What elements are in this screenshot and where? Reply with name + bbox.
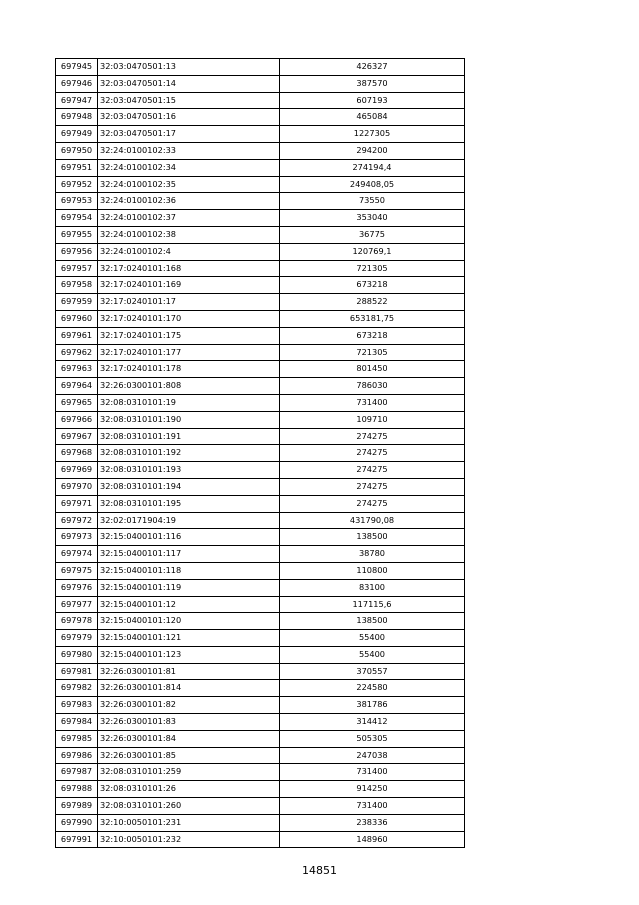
value-cell: 249408,05 (280, 176, 465, 193)
cadastral-number-cell: 32:08:0310101:19 (98, 394, 280, 411)
row-id-cell: 697969 (56, 462, 98, 479)
value-cell: 653181,75 (280, 310, 465, 327)
value-cell: 83100 (280, 579, 465, 596)
value-cell: 288522 (280, 294, 465, 311)
page-number: 14851 (302, 864, 337, 877)
table-row (56, 126, 465, 143)
table-row (56, 730, 465, 747)
cadastral-number-cell: 32:26:0300101:808 (98, 378, 280, 395)
cadastral-number-cell: 32:15:0400101:12 (98, 596, 280, 613)
row-id-cell: 697986 (56, 747, 98, 764)
value-cell: 465084 (280, 109, 465, 126)
value-cell: 73550 (280, 193, 465, 210)
row-id-cell: 697963 (56, 361, 98, 378)
row-id-cell: 697958 (56, 277, 98, 294)
row-id-cell: 697966 (56, 411, 98, 428)
value-cell: 109710 (280, 411, 465, 428)
row-id-cell: 697978 (56, 613, 98, 630)
table-row (56, 260, 465, 277)
table-row (56, 512, 465, 529)
cadastral-number-cell: 32:26:0300101:84 (98, 730, 280, 747)
cadastral-number-cell: 32:08:0310101:26 (98, 781, 280, 798)
value-cell: 274275 (280, 478, 465, 495)
cadastral-number-cell: 32:08:0310101:260 (98, 798, 280, 815)
table-row (56, 159, 465, 176)
value-cell: 731400 (280, 764, 465, 781)
cadastral-number-cell: 32:15:0400101:123 (98, 646, 280, 663)
row-id-cell: 697945 (56, 59, 98, 76)
cadastral-number-cell: 32:26:0300101:83 (98, 714, 280, 731)
table-row (56, 680, 465, 697)
row-id-cell: 697956 (56, 243, 98, 260)
value-cell: 721305 (280, 344, 465, 361)
table-row (56, 747, 465, 764)
value-cell: 914250 (280, 781, 465, 798)
row-id-cell: 697953 (56, 193, 98, 210)
cadastral-number-cell: 32:26:0300101:85 (98, 747, 280, 764)
row-id-cell: 697977 (56, 596, 98, 613)
cadastral-number-cell: 32:03:0470501:15 (98, 92, 280, 109)
row-id-cell: 697987 (56, 764, 98, 781)
value-cell: 294200 (280, 142, 465, 159)
row-id-cell: 697975 (56, 562, 98, 579)
table-row (56, 243, 465, 260)
row-id-cell: 697964 (56, 378, 98, 395)
value-cell: 786030 (280, 378, 465, 395)
table-row (56, 562, 465, 579)
value-cell: 274275 (280, 445, 465, 462)
table-row (56, 361, 465, 378)
value-cell: 117115,6 (280, 596, 465, 613)
value-cell: 274275 (280, 495, 465, 512)
table-row (56, 210, 465, 227)
cadastral-number-cell: 32:24:0100102:34 (98, 159, 280, 176)
table-row (56, 378, 465, 395)
cadastral-number-cell: 32:15:0400101:120 (98, 613, 280, 630)
table-row (56, 411, 465, 428)
value-cell: 224580 (280, 680, 465, 697)
value-cell: 370557 (280, 663, 465, 680)
row-id-cell: 697973 (56, 529, 98, 546)
row-id-cell: 697972 (56, 512, 98, 529)
value-cell: 120769,1 (280, 243, 465, 260)
table-body (56, 59, 465, 848)
row-id-cell: 697947 (56, 92, 98, 109)
row-id-cell: 697959 (56, 294, 98, 311)
value-cell: 721305 (280, 260, 465, 277)
value-cell: 314412 (280, 714, 465, 731)
row-id-cell: 697984 (56, 714, 98, 731)
cadastral-number-cell: 32:24:0100102:38 (98, 226, 280, 243)
table-row (56, 445, 465, 462)
value-cell: 238336 (280, 814, 465, 831)
row-id-cell: 697965 (56, 394, 98, 411)
cadastral-number-cell: 32:03:0470501:16 (98, 109, 280, 126)
table-row (56, 546, 465, 563)
value-cell: 138500 (280, 529, 465, 546)
row-id-cell: 697985 (56, 730, 98, 747)
table-row (56, 193, 465, 210)
cadastral-number-cell: 32:15:0400101:116 (98, 529, 280, 546)
cadastral-number-cell: 32:17:0240101:169 (98, 277, 280, 294)
table-row (56, 697, 465, 714)
table-row (56, 529, 465, 546)
row-id-cell: 697960 (56, 310, 98, 327)
row-id-cell: 697981 (56, 663, 98, 680)
row-id-cell: 697968 (56, 445, 98, 462)
cadastral-number-cell: 32:08:0310101:259 (98, 764, 280, 781)
row-id-cell: 697954 (56, 210, 98, 227)
table-row (56, 714, 465, 731)
table-row (56, 176, 465, 193)
value-cell: 148960 (280, 831, 465, 848)
table-row (56, 478, 465, 495)
row-id-cell: 697967 (56, 428, 98, 445)
cadastral-number-cell: 32:08:0310101:195 (98, 495, 280, 512)
cadastral-number-cell: 32:08:0310101:190 (98, 411, 280, 428)
row-id-cell: 697983 (56, 697, 98, 714)
row-id-cell: 697957 (56, 260, 98, 277)
cadastral-number-cell: 32:17:0240101:175 (98, 327, 280, 344)
table-row (56, 630, 465, 647)
table-row (56, 781, 465, 798)
cadastral-number-cell: 32:24:0100102:37 (98, 210, 280, 227)
cadastral-number-cell: 32:10:0050101:231 (98, 814, 280, 831)
row-id-cell: 697946 (56, 75, 98, 92)
table-row (56, 596, 465, 613)
value-cell: 505305 (280, 730, 465, 747)
value-cell: 731400 (280, 394, 465, 411)
cadastral-number-cell: 32:24:0100102:33 (98, 142, 280, 159)
cadastral-number-cell: 32:15:0400101:119 (98, 579, 280, 596)
value-cell: 431790,08 (280, 512, 465, 529)
table-row (56, 579, 465, 596)
cadastral-number-cell: 32:17:0240101:170 (98, 310, 280, 327)
value-cell: 274194,4 (280, 159, 465, 176)
table-row (56, 327, 465, 344)
row-id-cell: 697990 (56, 814, 98, 831)
value-cell: 110800 (280, 562, 465, 579)
cadastral-number-cell: 32:17:0240101:178 (98, 361, 280, 378)
table-row (56, 831, 465, 848)
value-cell: 138500 (280, 613, 465, 630)
table-row (56, 646, 465, 663)
data-table (55, 58, 465, 848)
row-id-cell: 697982 (56, 680, 98, 697)
row-id-cell: 697955 (56, 226, 98, 243)
table-row (56, 613, 465, 630)
value-cell: 353040 (280, 210, 465, 227)
cadastral-number-cell: 32:03:0470501:14 (98, 75, 280, 92)
row-id-cell: 697962 (56, 344, 98, 361)
table-row (56, 798, 465, 815)
cadastral-number-cell: 32:17:0240101:17 (98, 294, 280, 311)
table-row (56, 226, 465, 243)
table-row (56, 59, 465, 76)
cadastral-number-cell: 32:08:0310101:192 (98, 445, 280, 462)
row-id-cell: 697989 (56, 798, 98, 815)
value-cell: 607193 (280, 92, 465, 109)
row-id-cell: 697974 (56, 546, 98, 563)
value-cell: 673218 (280, 277, 465, 294)
value-cell: 381786 (280, 697, 465, 714)
cadastral-number-cell: 32:03:0470501:17 (98, 126, 280, 143)
row-id-cell: 697951 (56, 159, 98, 176)
table-row (56, 142, 465, 159)
table-row (56, 75, 465, 92)
cadastral-number-cell: 32:15:0400101:121 (98, 630, 280, 647)
row-id-cell: 697961 (56, 327, 98, 344)
value-cell: 55400 (280, 630, 465, 647)
row-id-cell: 697971 (56, 495, 98, 512)
cadastral-number-cell: 32:15:0400101:118 (98, 562, 280, 579)
table-row (56, 294, 465, 311)
cadastral-number-cell: 32:26:0300101:814 (98, 680, 280, 697)
row-id-cell: 697980 (56, 646, 98, 663)
value-cell: 731400 (280, 798, 465, 815)
cadastral-number-cell: 32:02:0171904:19 (98, 512, 280, 529)
cadastral-number-cell: 32:26:0300101:82 (98, 697, 280, 714)
value-cell: 673218 (280, 327, 465, 344)
cadastral-number-cell: 32:26:0300101:81 (98, 663, 280, 680)
cadastral-number-cell: 32:24:0100102:35 (98, 176, 280, 193)
row-id-cell: 697988 (56, 781, 98, 798)
value-cell: 36775 (280, 226, 465, 243)
table-row (56, 310, 465, 327)
table-row (56, 394, 465, 411)
value-cell: 387570 (280, 75, 465, 92)
table-row (56, 277, 465, 294)
table-row (56, 495, 465, 512)
table-row (56, 344, 465, 361)
cadastral-number-cell: 32:24:0100102:4 (98, 243, 280, 260)
value-cell: 55400 (280, 646, 465, 663)
cadastral-number-cell: 32:17:0240101:168 (98, 260, 280, 277)
row-id-cell: 697949 (56, 126, 98, 143)
table-row (56, 814, 465, 831)
row-id-cell: 697950 (56, 142, 98, 159)
cadastral-number-cell: 32:15:0400101:117 (98, 546, 280, 563)
row-id-cell: 697948 (56, 109, 98, 126)
cadastral-number-cell: 32:08:0310101:191 (98, 428, 280, 445)
table-row (56, 462, 465, 479)
cadastral-number-cell: 32:08:0310101:194 (98, 478, 280, 495)
value-cell: 801450 (280, 361, 465, 378)
cadastral-number-cell: 32:03:0470501:13 (98, 59, 280, 76)
value-cell: 247038 (280, 747, 465, 764)
value-cell: 426327 (280, 59, 465, 76)
table-row (56, 428, 465, 445)
cadastral-number-cell: 32:08:0310101:193 (98, 462, 280, 479)
value-cell: 274275 (280, 462, 465, 479)
value-cell: 1227305 (280, 126, 465, 143)
cadastral-number-cell: 32:17:0240101:177 (98, 344, 280, 361)
value-cell: 38780 (280, 546, 465, 563)
cadastral-number-cell: 32:10:0050101:232 (98, 831, 280, 848)
cadastral-number-cell: 32:24:0100102:36 (98, 193, 280, 210)
row-id-cell: 697979 (56, 630, 98, 647)
row-id-cell: 697952 (56, 176, 98, 193)
row-id-cell: 697976 (56, 579, 98, 596)
table-row (56, 109, 465, 126)
row-id-cell: 697991 (56, 831, 98, 848)
table-row (56, 92, 465, 109)
table-row (56, 764, 465, 781)
row-id-cell: 697970 (56, 478, 98, 495)
table-row (56, 663, 465, 680)
value-cell: 274275 (280, 428, 465, 445)
